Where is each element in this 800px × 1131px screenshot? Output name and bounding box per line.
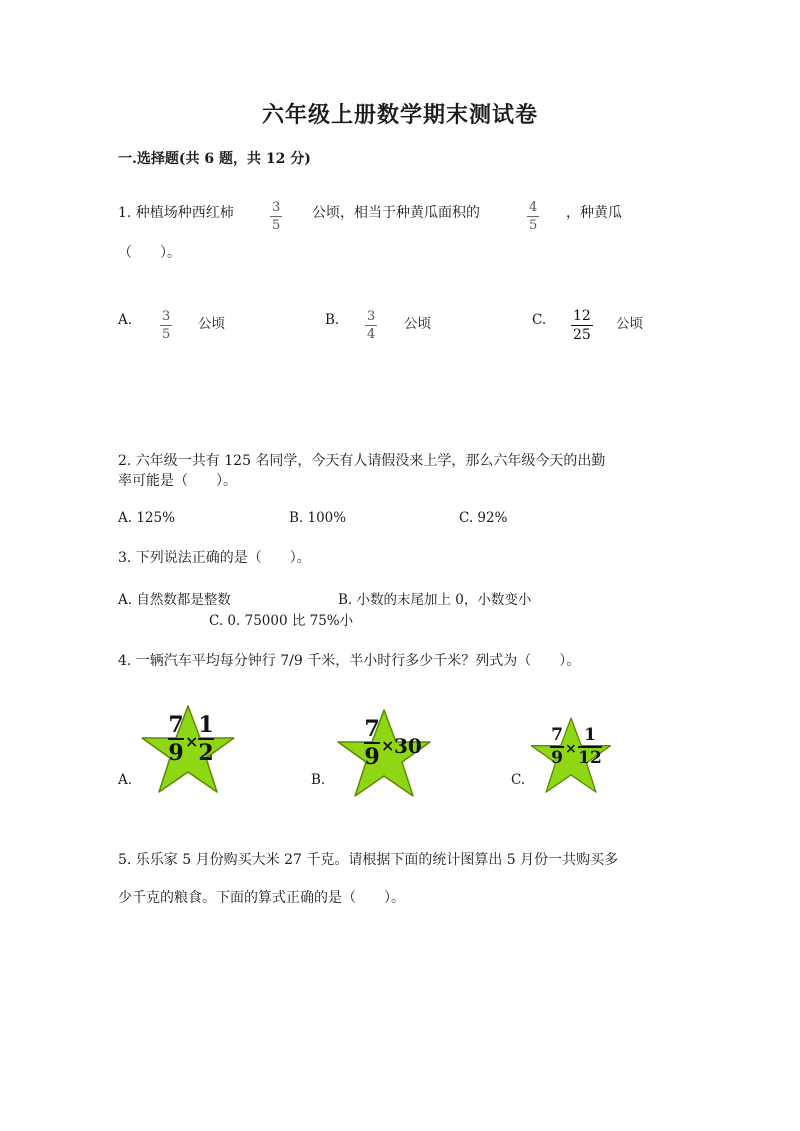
q2-text-line2: 率可能是（ ）。 [118, 473, 237, 489]
q1-option-a-denominator: 5 [162, 327, 171, 342]
q1-option-a-numerator: 3 [162, 309, 171, 324]
section-heading: 一.选择题(共 6 题，共 12 分) [118, 151, 311, 167]
q3-text: 3. 下列说法正确的是（ ）。 [118, 550, 311, 566]
q1-option-c-letter: C. [532, 312, 547, 328]
q4-b-times: × [381, 736, 395, 755]
q4-option-b-star [334, 704, 434, 804]
q1-option-b-denominator: 4 [367, 327, 376, 342]
q1-option-b-fraction [365, 305, 377, 341]
q1-option-a-fraction [160, 305, 172, 341]
q4-c-num-1: 7 [551, 725, 563, 745]
q4-b-whole: 30 [394, 734, 422, 758]
q1-frac2-numerator: 4 [529, 200, 538, 215]
q1-frac1-numerator: 3 [272, 200, 281, 215]
q1-option-b-unit: 公顷 [404, 316, 431, 332]
q4-a-num-2: 1 [198, 712, 214, 738]
q1-text-part2: 公顷，相当于种黄瓜面积的 [312, 205, 480, 221]
q1-option-c-fraction [571, 305, 593, 342]
q1-option-b-numerator: 3 [367, 309, 376, 324]
page-title: 六年级上册数学期末测试卷 [261, 102, 538, 128]
q4-option-a-letter: A. [118, 772, 133, 788]
q1-option-c-numerator: 12 [573, 308, 591, 324]
q2-text-line1: 2. 六年级一共有 125 名同学，今天有人请假没来上学，那么六年级今天的出勤 [118, 453, 606, 469]
q4-a-den-2: 2 [198, 740, 214, 766]
q5-text-line1: 5. 乐乐家 5 月份购买大米 27 千克。请根据下面的统计图算出 5 月份一共购买多 [118, 852, 619, 868]
q1-frac1-denominator: 5 [272, 218, 281, 233]
q2-option-b: B. 100% [289, 510, 347, 526]
q3-option-c: C. 0. 75000 比 75%小 [209, 613, 354, 629]
q4-c-times: × [565, 741, 577, 757]
q1-option-c-unit: 公顷 [616, 316, 643, 332]
q5-text-line2: 少千克的粮食。下面的算式正确的是（ ）。 [118, 890, 405, 906]
q3-option-b: B. 小数的末尾加上 0，小数变小 [338, 592, 532, 608]
q4-c-num-2: 1 [584, 725, 596, 745]
q4-text: 4. 一辆汽车平均每分钟行 7/9 千米，半小时行多少千米？列式为（ ）。 [118, 653, 581, 669]
q4-c-den-1: 9 [551, 748, 563, 768]
q4-option-c-letter: C. [511, 772, 526, 788]
q4-option-a-star [138, 700, 238, 800]
q2-option-a: A. 125% [118, 510, 175, 526]
q4-c-den-2: 12 [578, 748, 602, 768]
q4-b-num-1: 7 [364, 716, 380, 742]
q4-b-den-1: 9 [364, 744, 380, 770]
q1-option-a-unit: 公顷 [198, 316, 225, 332]
q1-answer-paren: （ ）。 [118, 245, 181, 261]
q4-a-num-1: 7 [168, 712, 184, 738]
q1-fraction-1 [270, 196, 282, 232]
q4-option-b-letter: B. [311, 772, 326, 788]
q1-option-c-denominator: 25 [573, 327, 591, 343]
q1-option-b-letter: B. [325, 312, 340, 328]
q1-text-part3: ，种黄瓜 [566, 205, 622, 221]
q1-option-a-letter: A. [118, 312, 133, 328]
q4-a-den-1: 9 [168, 740, 184, 766]
q4-a-times: × [185, 732, 199, 751]
q3-option-a: A. 自然数都是整数 [118, 592, 231, 608]
q1-fraction-2 [527, 196, 539, 232]
q1-text-part1: 1. 种植场种西红柿 [118, 205, 234, 221]
q2-option-c: C. 92% [459, 510, 508, 526]
q4-option-c-star [528, 713, 614, 799]
q1-frac2-denominator: 5 [529, 218, 538, 233]
